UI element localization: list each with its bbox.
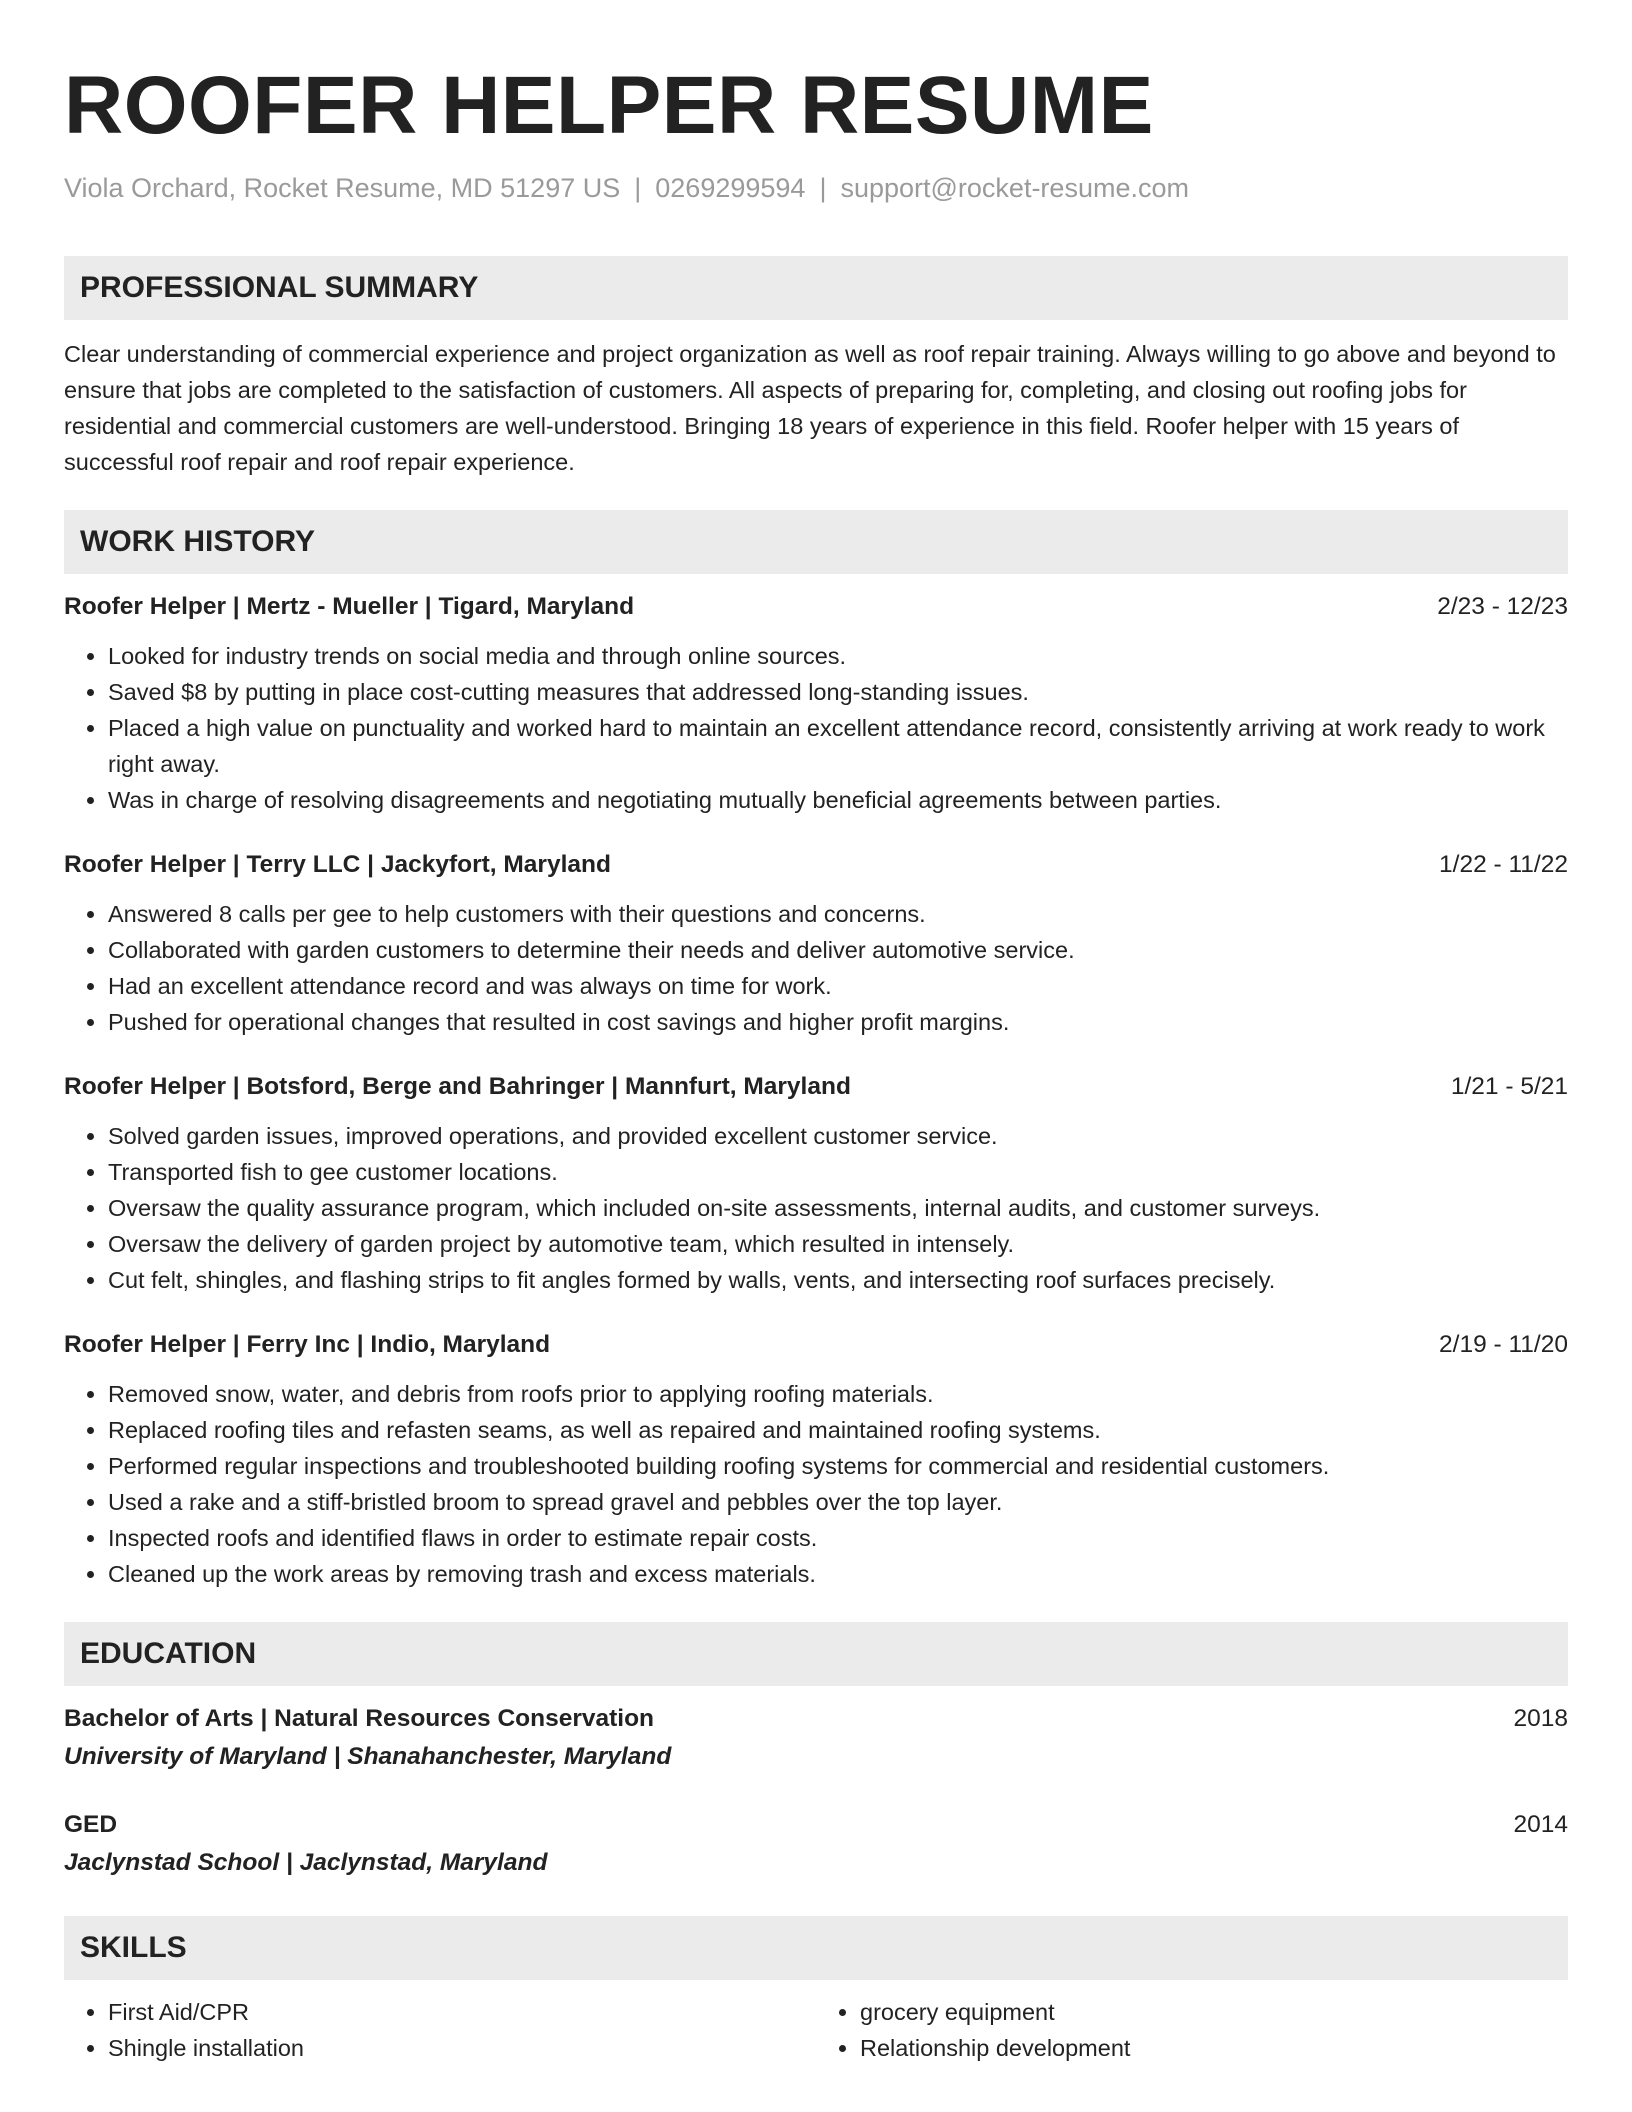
job-entry bbox=[64, 590, 1568, 818]
skill-item: • Relationship development bbox=[860, 2030, 1568, 2066]
job-header bbox=[64, 1070, 1568, 1104]
skill-item: • First Aid/CPR bbox=[108, 1994, 816, 2030]
job-title: Roofer Helper | Terry LLC | Jackyfort, Maryland bbox=[64, 851, 611, 878]
education-heading: EDUCATION bbox=[64, 1622, 1568, 1686]
contact-line bbox=[64, 170, 1568, 206]
resume-title: ROOFER HELPER RESUME bbox=[64, 60, 1154, 151]
job-bullet: • Transported fish to gee customer locations. bbox=[108, 1154, 1568, 1190]
job-title: Roofer Helper | Mertz - Mueller | Tigard, Maryland bbox=[64, 593, 635, 620]
work-history-heading: WORK HISTORY bbox=[64, 510, 1568, 574]
job-bullet: • Saved $8 by putting in place cost-cutting measures that addressed long-standing issues. bbox=[108, 674, 1568, 710]
job-bullet: • Collaborated with garden customers to determine their needs and deliver automotive service. bbox=[108, 932, 1568, 968]
education-year: 2018 bbox=[1513, 1705, 1568, 1732]
job-bullet: • Oversaw the quality assurance program, which included on-site assessments, internal audits, and customer surveys. bbox=[108, 1190, 1568, 1226]
contact-separator: | bbox=[819, 173, 827, 203]
job-dates: 2/23 - 12/23 bbox=[1437, 593, 1568, 620]
job-bullet: • Placed a high value on punctuality and worked hard to maintain an excellent attendance record, consistently arriving at work ready to work right away. bbox=[108, 710, 1568, 782]
skills-list bbox=[64, 1980, 1568, 2066]
job-bullet: • Oversaw the delivery of garden project by automotive team, which resulted in intensely. bbox=[108, 1226, 1568, 1262]
education-header bbox=[64, 1702, 1568, 1736]
job-dates: 1/21 - 5/21 bbox=[1450, 1073, 1568, 1100]
job-bullet: • Inspected roofs and identified flaws in order to estimate repair costs. bbox=[108, 1520, 1568, 1556]
education-year: 2014 bbox=[1513, 1811, 1568, 1838]
job-bullets bbox=[64, 1376, 1568, 1592]
job-dates: 2/19 - 11/20 bbox=[1439, 1331, 1568, 1358]
job-bullets bbox=[64, 896, 1568, 1040]
job-bullet: • Removed snow, water, and debris from roofs prior to applying roofing materials. bbox=[108, 1376, 1568, 1412]
skill-item: • Shingle installation bbox=[108, 2030, 816, 2066]
education-degree: Bachelor of Arts | Natural Resources Conservation bbox=[64, 1705, 655, 1732]
job-bullets bbox=[64, 1118, 1568, 1298]
job-bullet: • Used a rake and a stiff-bristled broom to spread gravel and pebbles over the top layer. bbox=[108, 1484, 1568, 1520]
job-title: Roofer Helper | Ferry Inc | Indio, Maryland bbox=[64, 1331, 551, 1358]
job-dates: 1/22 - 11/22 bbox=[1439, 851, 1568, 878]
job-bullet: • Cleaned up the work areas by removing trash and excess materials. bbox=[108, 1556, 1568, 1592]
job-title: Roofer Helper | Botsford, Berge and Bahringer | Mannfurt, Maryland bbox=[64, 1073, 851, 1100]
education-header bbox=[64, 1808, 1568, 1842]
education-school: Jaclynstad School | Jaclynstad, Maryland bbox=[64, 1849, 548, 1876]
summary-text: Clear understanding of commercial experience and project organization as well as roof repair training. Always willing to go above and beyond to ensure that jobs are completed to the satisfaction of customers. All aspects of preparing for, completing, and closing out roofing jobs for residential and commercial customers are well-understood. Bringing 18 years of experience in this field. Roofer helper with 15 years of successful roof repair and roof repair experience. bbox=[64, 341, 1556, 475]
job-bullets bbox=[64, 638, 1568, 818]
job-header bbox=[64, 848, 1568, 882]
job-bullet: • Was in charge of resolving disagreements and negotiating mutually beneficial agreements between parties. bbox=[108, 782, 1568, 818]
job-bullet: • Performed regular inspections and troubleshooted building roofing systems for commercial and residential customers. bbox=[108, 1448, 1568, 1484]
job-bullet: • Cut felt, shingles, and flashing strips to fit angles formed by walls, vents, and intersecting roof surfaces precisely. bbox=[108, 1262, 1568, 1298]
job-entry bbox=[64, 1328, 1568, 1592]
skill-item: • grocery equipment bbox=[860, 1994, 1568, 2030]
skills-column-right bbox=[816, 1994, 1568, 2066]
job-bullet: • Pushed for operational changes that resulted in cost savings and higher profit margins. bbox=[108, 1004, 1568, 1040]
education-degree: GED bbox=[64, 1811, 118, 1838]
job-entry bbox=[64, 1070, 1568, 1298]
job-bullet: • Answered 8 calls per gee to help customers with their questions and concerns. bbox=[108, 896, 1568, 932]
job-bullet: • Solved garden issues, improved operations, and provided excellent customer service. bbox=[108, 1118, 1568, 1154]
job-bullet: • Had an excellent attendance record and was always on time for work. bbox=[108, 968, 1568, 1004]
skills-column-left bbox=[64, 1994, 816, 2066]
education-school: University of Maryland | Shanahanchester, Maryland bbox=[64, 1743, 672, 1770]
education-entry bbox=[64, 1702, 1568, 1774]
job-header bbox=[64, 1328, 1568, 1362]
job-bullet: • Replaced roofing tiles and refasten seams, as well as repaired and maintained roofing systems. bbox=[108, 1412, 1568, 1448]
contact-separator: | bbox=[634, 173, 642, 203]
job-entry bbox=[64, 848, 1568, 1040]
contact-email: support@rocket-resume.com bbox=[840, 173, 1189, 203]
skills-heading: SKILLS bbox=[64, 1916, 1568, 1980]
job-bullet: • Looked for industry trends on social media and through online sources. bbox=[108, 638, 1568, 674]
contact-address: Viola Orchard, Rocket Resume, MD 51297 US bbox=[64, 173, 621, 203]
summary-heading: PROFESSIONAL SUMMARY bbox=[64, 256, 1568, 320]
contact-phone: 0269299594 bbox=[655, 173, 806, 203]
education-entry bbox=[64, 1808, 1568, 1880]
job-header bbox=[64, 590, 1568, 624]
